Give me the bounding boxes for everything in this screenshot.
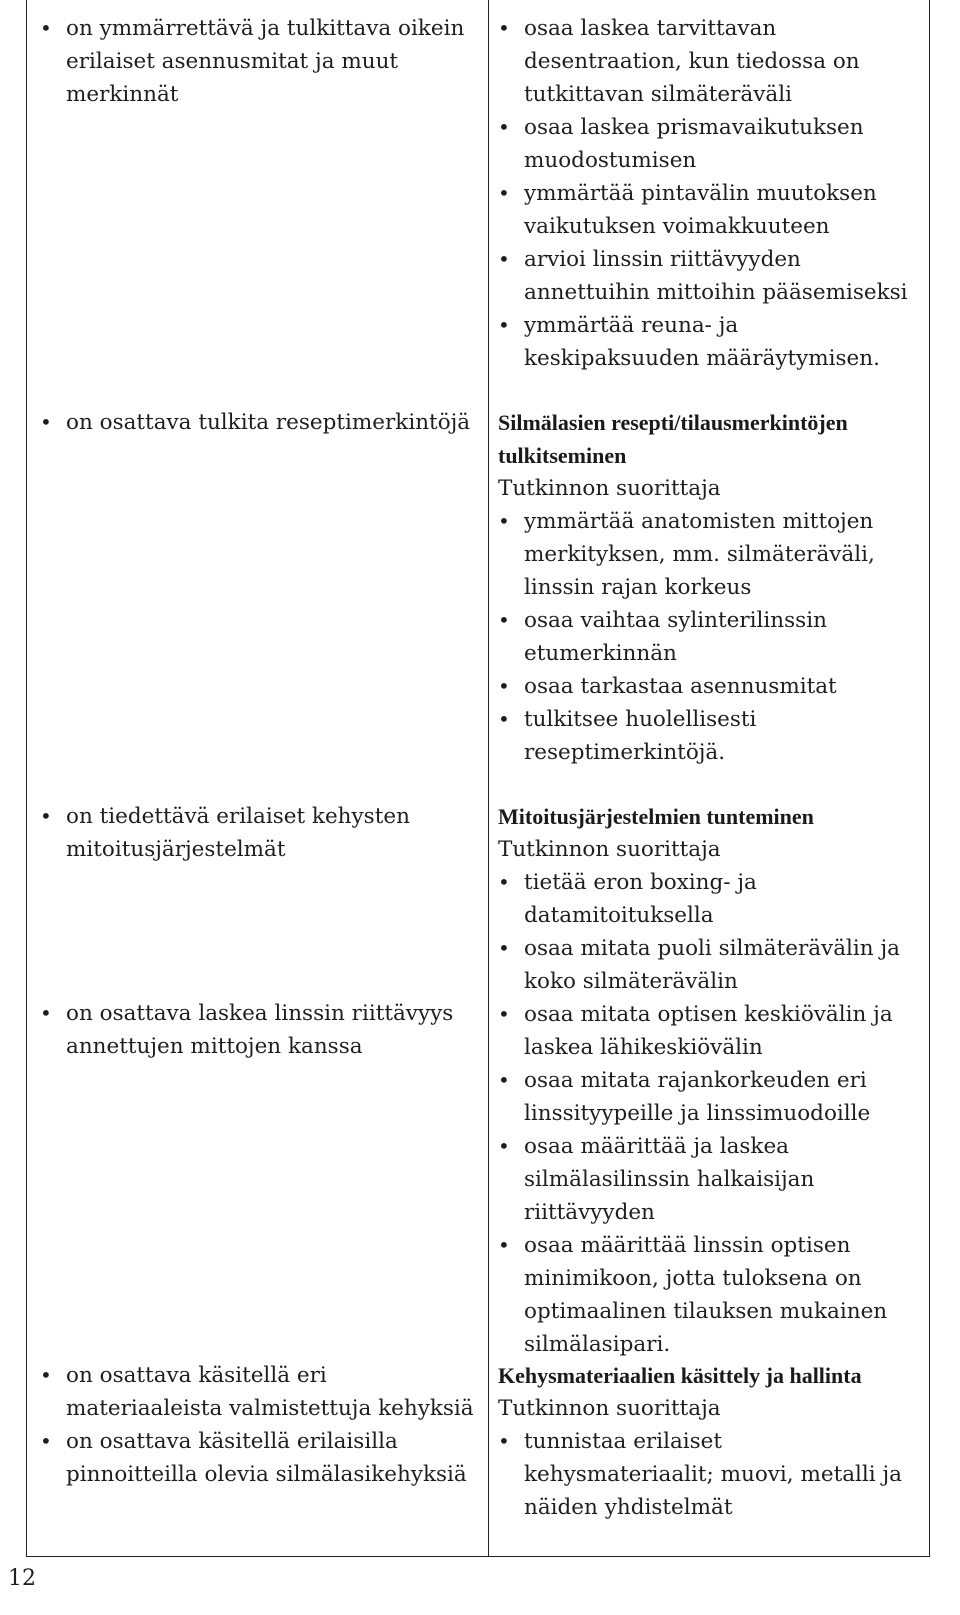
left-block-5 xyxy=(40,1359,480,1491)
list-item: • tulkitsee huolellisesti reseptimerkintöjä. xyxy=(498,703,918,769)
section-heading: Silmälasien resepti/tilausmerkintöjen tulkitseminen xyxy=(498,410,848,468)
left-block-2 xyxy=(40,406,480,439)
section-subheading: Tutkinnon suorittaja xyxy=(498,476,721,501)
right-section-3 xyxy=(498,1359,918,1524)
section-heading: Mitoitusjärjestelmien tunteminen xyxy=(498,804,814,829)
list-item: • ymmärtää pintavälin muutoksen vaikutuksen voimakkuuteen xyxy=(498,177,918,243)
list-item: • arvioi linssin riittävyyden annettuihin mittoihin pääsemiseksi xyxy=(498,243,918,309)
section-subheading: Tutkinnon suorittaja xyxy=(498,837,721,862)
list-item: • on osattava käsitellä eri materiaaleista valmistettuja kehyksiä xyxy=(40,1359,480,1425)
list-item: • on osattava käsitellä erilaisilla pinnoitteilla olevia silmälasikehyksiä xyxy=(40,1425,480,1491)
column-divider xyxy=(488,0,489,1556)
list-item: • tunnistaa erilaiset kehysmateriaalit; muovi, metalli ja näiden yhdistelmät xyxy=(498,1425,918,1524)
list-item: • osaa mitata rajankorkeuden eri linssityypeille ja linssimuodoille xyxy=(498,1064,918,1130)
left-block-3 xyxy=(40,800,480,866)
list-item: • osaa määrittää ja laskea silmälasilinssin halkaisijan riittävyyden xyxy=(498,1130,918,1229)
left-block-4 xyxy=(40,997,480,1063)
list-item: • ymmärtää anatomisten mittojen merkityksen, mm. silmäteräväli, linssin rajan korkeus xyxy=(498,505,918,604)
list-item: • osaa mitata optisen keskiövälin ja laskea lähikeskiövälin xyxy=(498,998,918,1064)
right-section-0 xyxy=(498,12,918,375)
list-item: • ymmärtää reuna- ja keskipaksuuden määräytymisen. xyxy=(498,309,918,375)
list-item: • on tiedettävä erilaiset kehysten mitoitusjärjestelmät xyxy=(40,800,480,866)
list-item: • on ymmärrettävä ja tulkittava oikein erilaiset asennusmitat ja muut merkinnät xyxy=(40,12,480,111)
list-item: • osaa vaihtaa sylinterilinssin etumerkinnän xyxy=(498,604,918,670)
list-item: • tietää eron boxing- ja datamitoituksella xyxy=(498,866,918,932)
list-item: • on osattava laskea linssin riittävyys annettujen mittojen kanssa xyxy=(40,997,480,1063)
section-subheading: Tutkinnon suorittaja xyxy=(498,1396,721,1421)
left-block-1 xyxy=(40,12,480,111)
list-item: • osaa mitata puoli silmäterävälin ja koko silmäterävälin xyxy=(498,932,918,998)
section-heading: Kehysmateriaalien käsittely ja hallinta xyxy=(498,1363,862,1388)
list-item: • osaa laskea prismavaikutuksen muodostumisen xyxy=(498,111,918,177)
list-item: • osaa määrittää linssin optisen minimikoon, jotta tuloksena on optimaalinen tilauksen mukainen silmälasipari. xyxy=(498,1229,918,1361)
page-number: 12 xyxy=(8,1566,36,1591)
right-section-2 xyxy=(498,800,918,1361)
list-item: • osaa laskea tarvittavan desentraation, kun tiedossa on tutkittavan silmäteräväli xyxy=(498,12,918,111)
list-item: • on osattava tulkita reseptimerkintöjä xyxy=(40,406,480,439)
right-section-1 xyxy=(498,406,918,769)
list-item: • osaa tarkastaa asennusmitat xyxy=(498,670,918,703)
